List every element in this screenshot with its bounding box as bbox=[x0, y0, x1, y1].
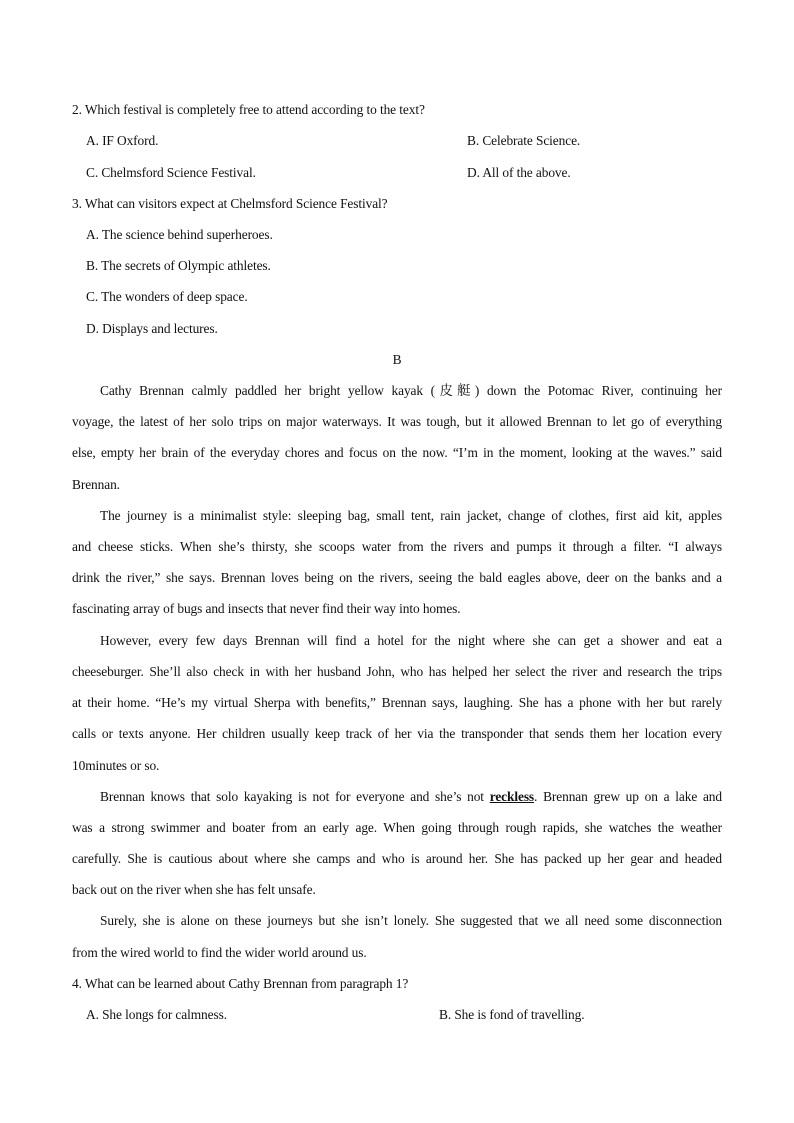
paragraph-2-line-2: and cheese sticks. When she’s thirsty, she scoops water from the rivers and pumps it through a filter. “I always bbox=[72, 539, 722, 554]
paragraph-4-line-2: was a strong swimmer and boater from an early age. When going through rough rapids, she watches the weather bbox=[72, 820, 722, 835]
question-4-option-b: B. She is fond of travelling. bbox=[439, 1007, 585, 1022]
question-3-option-c: C. The wonders of deep space. bbox=[86, 289, 248, 304]
paragraph-4-line-1-after: . Brennan grew up on a lake and bbox=[534, 789, 722, 804]
question-2-option-c: C. Chelmsford Science Festival. bbox=[86, 165, 256, 180]
question-3-stem: 3. What can visitors expect at Chelmsford Science Festival? bbox=[72, 196, 388, 211]
question-2-option-a: A. IF Oxford. bbox=[86, 133, 159, 148]
paragraph-3-line-2: cheeseburger. She’ll also check in with her husband John, who has helped her select the river and research the trips bbox=[72, 664, 722, 679]
paragraph-4-line-1-before: Brennan knows that solo kayaking is not for everyone and she’s not bbox=[100, 789, 490, 804]
paragraph-5-line-1: Surely, she is alone on these journeys but she isn’t lonely. She suggested that we all need some disconnection bbox=[100, 913, 722, 928]
question-2-option-b: B. Celebrate Science. bbox=[467, 133, 581, 148]
paragraph-1-line-3: else, empty her brain of the everyday chores and focus on the now. “I’m in the moment, looking at the waves.” said bbox=[72, 445, 722, 460]
paragraph-3-line-4: calls or texts anyone. Her children usually keep track of her via the transponder that sends them her location every bbox=[72, 726, 722, 741]
paragraph-2-line-3: drink the river,” she says. Brennan loves being on the rivers, seeing the bald eagles above, deer on the banks and a bbox=[72, 570, 722, 585]
paragraph-3-line-3: at their home. “He’s my virtual Sherpa with benefits,” Brennan says, laughing. She has a phone with her but rarely bbox=[72, 695, 722, 710]
question-3-option-a: A. The science behind superheroes. bbox=[86, 227, 273, 242]
paragraph-4-line-1 bbox=[100, 788, 722, 806]
question-2-stem: 2. Which festival is completely free to attend according to the text? bbox=[72, 102, 425, 117]
paragraph-3-line-5: 10minutes or so. bbox=[72, 758, 160, 773]
section-title: B bbox=[392, 352, 402, 367]
paragraph-5-line-2: from the wired world to find the wider world around us. bbox=[72, 945, 367, 960]
question-2-option-d: D. All of the above. bbox=[467, 165, 571, 180]
keyword-reckless: reckless bbox=[489, 789, 535, 804]
paragraph-2-line-1: The journey is a minimalist style: sleeping bag, small tent, rain jacket, change of clothes, first aid kit, apples bbox=[100, 508, 722, 523]
question-4-option-a: A. She longs for calmness. bbox=[86, 1007, 227, 1022]
paragraph-3-line-1: However, every few days Brennan will find a hotel for the night where she can get a shower and eat a bbox=[100, 633, 722, 648]
question-4-stem: 4. What can be learned about Cathy Brennan from paragraph 1? bbox=[72, 976, 409, 991]
paragraph-1-line-4: Brennan. bbox=[72, 477, 120, 492]
paragraph-1-line-2: voyage, the latest of her solo trips on major waterways. It was tough, but it allowed Brennan to let go of everything bbox=[72, 414, 722, 429]
paragraph-4-line-4: back out on the river when she has felt unsafe. bbox=[72, 882, 316, 897]
question-3-option-d: D. Displays and lectures. bbox=[86, 321, 218, 336]
paragraph-4-line-3: carefully. She is cautious about where she camps and who is around her. She has packed up her gear and headed bbox=[72, 851, 722, 866]
paragraph-2-line-4: fascinating array of bugs and insects that never find their way into homes. bbox=[72, 601, 461, 616]
paragraph-1-line-1: Cathy Brennan calmly paddled her bright yellow kayak (皮艇) down the Potomac River, continuing her bbox=[100, 383, 722, 398]
question-3-option-b: B. The secrets of Olympic athletes. bbox=[86, 258, 271, 273]
